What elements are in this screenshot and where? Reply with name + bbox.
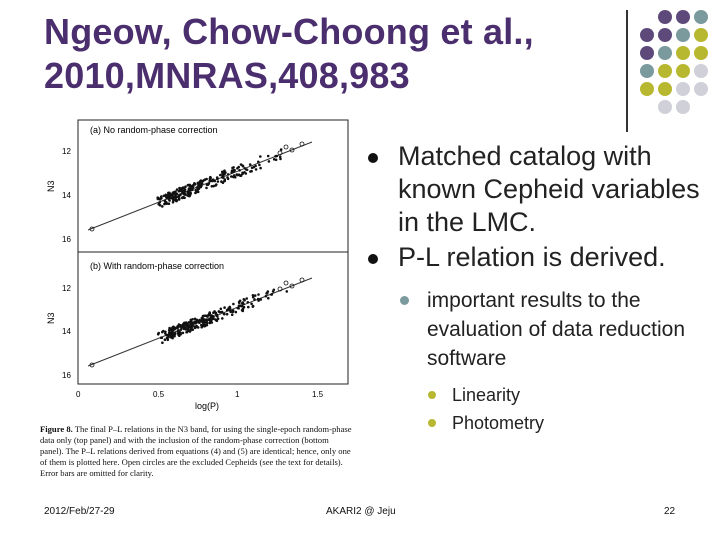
decorative-dot bbox=[658, 46, 672, 60]
data-point bbox=[178, 198, 181, 201]
data-point bbox=[222, 174, 225, 177]
data-point bbox=[194, 192, 197, 195]
data-point bbox=[208, 318, 211, 321]
data-point bbox=[220, 308, 223, 311]
caption-label: Figure 8. bbox=[40, 424, 73, 434]
data-point bbox=[259, 167, 262, 170]
data-point bbox=[226, 176, 229, 179]
data-point bbox=[230, 175, 233, 178]
decorative-dot bbox=[640, 28, 654, 42]
data-point bbox=[279, 156, 282, 159]
data-point bbox=[171, 337, 174, 340]
sub-bullet-dot-icon bbox=[400, 296, 409, 305]
data-point bbox=[200, 324, 203, 327]
sub-sub-bullet-text: Linearity bbox=[452, 385, 521, 405]
data-point bbox=[172, 201, 175, 204]
data-point bbox=[259, 155, 262, 158]
data-point bbox=[257, 161, 260, 164]
data-point bbox=[250, 303, 253, 306]
xlabel: log(P) bbox=[195, 401, 220, 411]
panel-a-points bbox=[90, 142, 304, 231]
data-point bbox=[267, 290, 270, 293]
data-point bbox=[188, 190, 191, 193]
data-point bbox=[238, 169, 241, 172]
data-point bbox=[273, 158, 276, 161]
slide-title bbox=[44, 10, 604, 98]
decorative-dot bbox=[676, 82, 690, 96]
bullet-list bbox=[368, 140, 708, 437]
decorative-dot bbox=[658, 82, 672, 96]
data-point bbox=[214, 184, 217, 187]
data-point bbox=[245, 172, 248, 175]
data-point bbox=[194, 189, 197, 192]
data-point bbox=[231, 313, 234, 316]
data-point bbox=[176, 188, 179, 191]
data-point bbox=[267, 155, 270, 158]
data-point bbox=[268, 160, 271, 163]
data-point bbox=[255, 168, 258, 171]
data-point bbox=[198, 187, 201, 190]
data-point bbox=[223, 306, 226, 309]
bullet-item bbox=[368, 241, 708, 274]
data-point bbox=[206, 315, 209, 318]
data-point bbox=[172, 192, 175, 195]
figure-caption bbox=[40, 424, 352, 479]
data-point bbox=[249, 163, 252, 166]
data-point bbox=[193, 182, 196, 185]
data-point bbox=[168, 192, 171, 195]
data-point bbox=[286, 290, 289, 293]
data-point bbox=[280, 148, 283, 151]
data-point bbox=[175, 198, 178, 201]
data-point bbox=[204, 324, 207, 327]
data-point bbox=[168, 332, 171, 335]
sub-sub-bullet-text: Photometry bbox=[452, 413, 545, 433]
panel-a-label: (a) No random-phase correction bbox=[90, 125, 218, 135]
data-point bbox=[182, 332, 185, 335]
data-point bbox=[208, 311, 211, 314]
data-point bbox=[215, 319, 218, 322]
xtick-0: 0 bbox=[76, 390, 81, 399]
data-point bbox=[168, 329, 171, 332]
xtick-1: 1 bbox=[235, 390, 240, 399]
data-point bbox=[199, 183, 202, 186]
data-point bbox=[198, 320, 201, 323]
excluded-point bbox=[284, 281, 288, 285]
data-point bbox=[172, 196, 175, 199]
data-point bbox=[238, 301, 241, 304]
data-point bbox=[186, 194, 189, 197]
data-point bbox=[203, 179, 206, 182]
data-point bbox=[160, 197, 163, 200]
data-point bbox=[221, 317, 224, 320]
data-point bbox=[203, 318, 206, 321]
decorative-dot bbox=[640, 46, 654, 60]
data-point bbox=[233, 174, 236, 177]
bullet-dot-icon bbox=[368, 254, 378, 264]
xtick-1-5: 1.5 bbox=[312, 390, 324, 399]
data-point bbox=[183, 328, 186, 331]
data-point bbox=[240, 174, 243, 177]
data-point bbox=[219, 174, 222, 177]
data-point bbox=[158, 201, 161, 204]
data-point bbox=[184, 193, 187, 196]
data-point bbox=[253, 166, 256, 169]
data-point bbox=[187, 327, 190, 330]
data-point bbox=[242, 310, 245, 313]
data-point bbox=[193, 325, 196, 328]
data-point bbox=[257, 298, 260, 301]
data-point bbox=[174, 333, 177, 336]
data-point bbox=[257, 293, 260, 296]
slide-title-line-1: Ngeow, Chow-Choong et al., bbox=[44, 11, 534, 52]
footer-center: AKARI2 @ Jeju bbox=[326, 506, 396, 517]
data-point bbox=[216, 176, 219, 179]
data-point bbox=[172, 327, 175, 330]
sub-sub-bullet-item bbox=[428, 381, 708, 409]
data-point bbox=[211, 180, 214, 183]
data-point bbox=[179, 187, 182, 190]
data-point bbox=[236, 167, 239, 170]
panel-b-label: (b) With random-phase correction bbox=[90, 261, 225, 271]
data-point bbox=[240, 163, 243, 166]
data-point bbox=[188, 324, 191, 327]
bullet-dot-icon bbox=[368, 153, 378, 163]
data-point bbox=[221, 311, 224, 314]
decorative-dot bbox=[658, 64, 672, 78]
data-point bbox=[231, 167, 234, 170]
data-point bbox=[179, 325, 182, 328]
data-point bbox=[176, 196, 179, 199]
bullet-text: Matched catalog with known Cepheid variables in the LMC. bbox=[398, 141, 700, 237]
decorative-dot bbox=[694, 82, 708, 96]
pl-relation-plot bbox=[40, 112, 360, 422]
data-point bbox=[197, 326, 200, 329]
data-point bbox=[202, 322, 205, 325]
data-point bbox=[161, 205, 164, 208]
data-point bbox=[232, 169, 235, 172]
data-point bbox=[252, 305, 255, 308]
data-point bbox=[209, 314, 212, 317]
data-point bbox=[235, 311, 238, 314]
data-point bbox=[232, 303, 235, 306]
data-point bbox=[164, 201, 167, 204]
data-point bbox=[224, 171, 227, 174]
data-point bbox=[191, 318, 194, 321]
caption-text: The final P–L relations in the N3 band, for using the single-epoch random-phase data only (top panel) and with the inclusion of the random-phase correction (bottom panel). The P–L relations derived from equations (4) and (5) are identical; hence, only one of them is plotted here. Open circles are the excluded Cepheids (see the text for details). Error bars are omitted for clarity. bbox=[40, 424, 352, 478]
data-point bbox=[267, 297, 270, 300]
data-point bbox=[243, 298, 246, 301]
decorative-dot bbox=[676, 10, 690, 24]
sub-sub-bullet-dot-icon bbox=[428, 391, 436, 399]
xtick-0-5: 0.5 bbox=[153, 390, 165, 399]
data-point bbox=[202, 315, 205, 318]
data-point bbox=[218, 310, 221, 313]
data-point bbox=[229, 307, 232, 310]
slide-title-line-2: 2010,MNRAS,408,983 bbox=[44, 55, 410, 96]
data-point bbox=[241, 172, 244, 175]
panel-b-ylabel: N3 bbox=[46, 312, 56, 324]
data-point bbox=[164, 338, 167, 341]
data-point bbox=[250, 170, 253, 173]
pl-relation-figure bbox=[40, 112, 360, 517]
sub-bullet-text: important results to the evaluation of data reduction software bbox=[427, 289, 686, 370]
decorative-dot bbox=[640, 64, 654, 78]
decorative-divider bbox=[626, 10, 628, 132]
data-point bbox=[163, 195, 166, 198]
data-point bbox=[161, 341, 164, 344]
ytick-b-14: 14 bbox=[62, 327, 71, 336]
sub-sub-bullet-dot-icon bbox=[428, 419, 436, 427]
data-point bbox=[197, 191, 200, 194]
data-point bbox=[166, 334, 169, 337]
data-point bbox=[274, 155, 277, 158]
data-point bbox=[178, 334, 181, 337]
excluded-point bbox=[284, 145, 288, 149]
ytick-b-16: 16 bbox=[62, 371, 71, 380]
data-point bbox=[206, 322, 209, 325]
ytick-b-12: 12 bbox=[62, 284, 71, 293]
data-point bbox=[157, 332, 160, 335]
decorative-dot bbox=[676, 28, 690, 42]
bullet-item bbox=[368, 140, 708, 239]
data-point bbox=[190, 327, 193, 330]
decorative-dot bbox=[694, 64, 708, 78]
decorative-dot bbox=[658, 28, 672, 42]
ytick-a-14: 14 bbox=[62, 191, 71, 200]
data-point bbox=[168, 202, 171, 205]
sub-bullet-item bbox=[400, 286, 708, 373]
data-point bbox=[185, 331, 188, 334]
data-point bbox=[220, 180, 223, 183]
data-point bbox=[273, 289, 276, 292]
data-point bbox=[222, 176, 225, 179]
ytick-a-12: 12 bbox=[62, 147, 71, 156]
data-point bbox=[189, 184, 192, 187]
data-point bbox=[176, 327, 179, 330]
data-point bbox=[217, 180, 220, 183]
decorative-dot bbox=[694, 46, 708, 60]
data-point bbox=[190, 320, 193, 323]
data-point bbox=[197, 182, 200, 185]
data-point bbox=[230, 171, 233, 174]
footer-date: 2012/Feb/27-29 bbox=[44, 506, 115, 517]
data-point bbox=[166, 337, 169, 340]
data-point bbox=[165, 196, 168, 199]
data-point bbox=[244, 167, 247, 170]
data-point bbox=[171, 335, 174, 338]
decorative-dot bbox=[676, 100, 690, 114]
data-point bbox=[178, 331, 181, 334]
decorative-dot bbox=[658, 10, 672, 24]
data-point bbox=[232, 311, 235, 314]
data-point bbox=[209, 178, 212, 181]
decorative-dot bbox=[676, 46, 690, 60]
data-point bbox=[201, 319, 204, 322]
data-point bbox=[162, 330, 165, 333]
data-point bbox=[182, 187, 185, 190]
data-point bbox=[271, 293, 274, 296]
data-point bbox=[260, 298, 263, 301]
data-point bbox=[211, 321, 214, 324]
data-point bbox=[227, 173, 230, 176]
data-point bbox=[200, 326, 203, 329]
data-point bbox=[245, 297, 248, 300]
decorative-dot bbox=[694, 28, 708, 42]
data-point bbox=[157, 197, 160, 200]
decorative-dot bbox=[640, 82, 654, 96]
data-point bbox=[199, 180, 202, 183]
footer-page-number: 22 bbox=[664, 506, 676, 517]
data-point bbox=[212, 317, 215, 320]
decorative-dot bbox=[694, 10, 708, 24]
data-point bbox=[194, 320, 197, 323]
data-point bbox=[252, 296, 255, 299]
data-point bbox=[211, 185, 214, 188]
panel-a-ylabel: N3 bbox=[46, 180, 56, 192]
data-point bbox=[159, 204, 162, 207]
ytick-a-16: 16 bbox=[62, 235, 71, 244]
data-point bbox=[242, 301, 245, 304]
data-point bbox=[236, 173, 239, 176]
data-point bbox=[180, 328, 183, 331]
data-point bbox=[179, 194, 182, 197]
data-point bbox=[206, 183, 209, 186]
data-point bbox=[247, 306, 250, 309]
data-point bbox=[258, 164, 261, 167]
data-point bbox=[213, 310, 216, 313]
data-point bbox=[253, 298, 256, 301]
data-point bbox=[265, 295, 268, 298]
data-point bbox=[215, 313, 218, 316]
bullet-text: P-L relation is derived. bbox=[398, 242, 666, 272]
panel-b-points bbox=[90, 278, 304, 367]
data-point bbox=[236, 307, 239, 310]
data-point bbox=[205, 187, 208, 190]
data-point bbox=[226, 313, 229, 316]
data-point bbox=[182, 196, 185, 199]
decorative-dot bbox=[658, 100, 672, 114]
data-point bbox=[223, 313, 226, 316]
data-point bbox=[160, 336, 163, 339]
decorative-dot bbox=[676, 64, 690, 78]
data-point bbox=[184, 322, 187, 325]
data-point bbox=[247, 301, 250, 304]
sub-sub-bullet-item bbox=[428, 409, 708, 437]
data-point bbox=[239, 304, 242, 307]
